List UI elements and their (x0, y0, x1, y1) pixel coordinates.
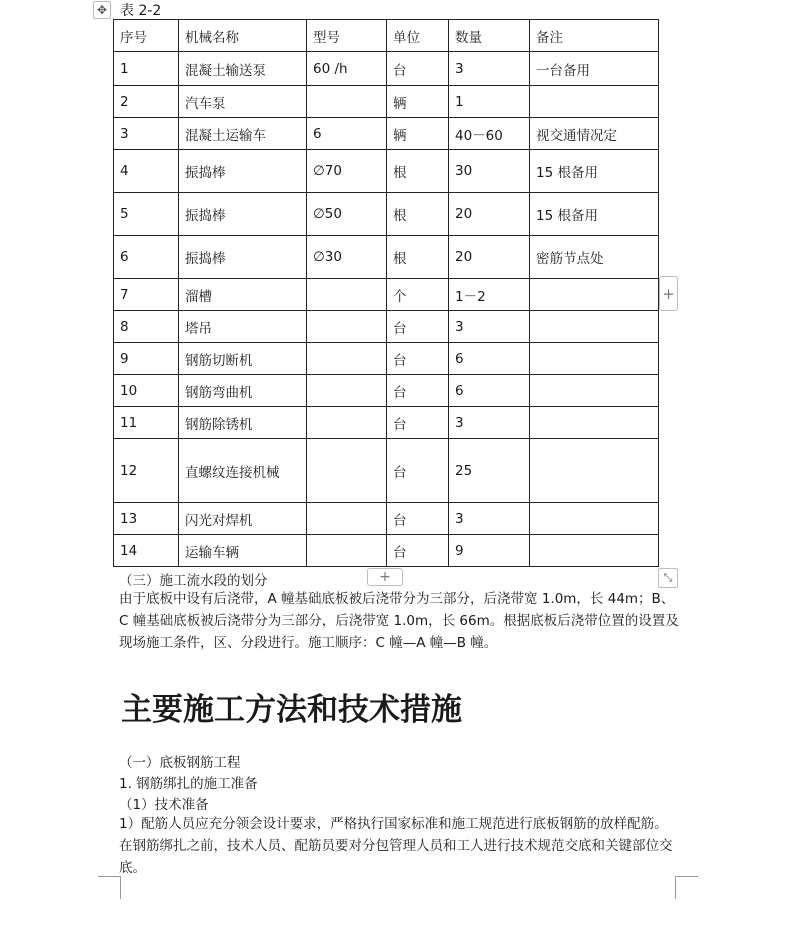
table-cell: 1 (449, 86, 530, 118)
table-cell: 密筋节点处 (530, 236, 659, 279)
table-cell: 视交通情况定 (530, 118, 659, 150)
table-cell (307, 86, 387, 118)
table-cell: 振捣棒 (179, 150, 307, 193)
table-row (114, 439, 659, 503)
table-cell: 台 (387, 375, 449, 407)
table-cell: 台 (387, 311, 449, 343)
table-cell: 根 (387, 193, 449, 236)
table-cell (307, 503, 387, 535)
table-row (114, 118, 659, 150)
table-cell (307, 407, 387, 439)
table-cell: 9 (114, 343, 179, 375)
table-cell (530, 439, 659, 503)
table-cell: 台 (387, 535, 449, 567)
table-cell (530, 375, 659, 407)
table-cell: 6 (449, 343, 530, 375)
section-rebar-title: （一）底板钢筋工程 (119, 755, 241, 771)
table-cell (530, 343, 659, 375)
table-cell (530, 86, 659, 118)
table-row (114, 535, 659, 567)
table-row (114, 375, 659, 407)
table-cell: ∅50 (307, 193, 387, 236)
table-cell: 30 (449, 150, 530, 193)
table-cell (530, 535, 659, 567)
table-cell: 15 根备用 (530, 150, 659, 193)
table-cell: ∅30 (307, 236, 387, 279)
table-cell: 40－60 (449, 118, 530, 150)
table-cell: 闪光对焊机 (179, 503, 307, 535)
table-row (114, 150, 659, 193)
page-corner-mark-right (675, 876, 698, 899)
table-cell: 8 (114, 311, 179, 343)
table-cell: 3 (114, 118, 179, 150)
table-cell: 根 (387, 150, 449, 193)
table-cell: 3 (449, 503, 530, 535)
table-cell: 13 (114, 503, 179, 535)
section-flow-title: （三）施工流水段的划分 (119, 573, 268, 589)
table-cell: 台 (387, 343, 449, 375)
table-cell: 14 (114, 535, 179, 567)
add-column-button[interactable]: + (659, 276, 678, 311)
table-cell: 11 (114, 407, 179, 439)
table-row (114, 52, 659, 86)
table-cell (530, 503, 659, 535)
table-header-cell: 备注 (530, 20, 659, 52)
table-cell: 台 (387, 407, 449, 439)
table-cell: 4 (114, 150, 179, 193)
table-cell: 汽车泵 (179, 86, 307, 118)
table-row (114, 407, 659, 439)
table-cell: 10 (114, 375, 179, 407)
table-cell (530, 311, 659, 343)
table-cell: 个 (387, 279, 449, 311)
table-cell: 2 (114, 86, 179, 118)
table-cell: 混凝土输送泵 (179, 52, 307, 86)
table-row (114, 86, 659, 118)
table-cell (307, 535, 387, 567)
table-cell: 台 (387, 439, 449, 503)
table-cell (530, 407, 659, 439)
table-cell: 20 (449, 236, 530, 279)
table-cell: 3 (449, 407, 530, 439)
table-header-cell: 型号 (307, 20, 387, 52)
table-cell: 9 (449, 535, 530, 567)
section-rebar-body: 1）配筋人员应充分领会设计要求，严格执行国家标准和施工规范进行底板钢筋的放样配筋。在钢筋绑扎之前，技术人员、配筋员要对分包管理人员和工人进行技术规范交底和关键部位交底。 (119, 816, 673, 876)
table-cell: 6 (449, 375, 530, 407)
table-cell: 15 根备用 (530, 193, 659, 236)
table-cell: 3 (449, 52, 530, 86)
table-cell: 运输车辆 (179, 535, 307, 567)
table-row (114, 193, 659, 236)
section-rebar-sub1: 1. 钢筋绑扎的施工准备 (119, 776, 258, 792)
table-cell (307, 343, 387, 375)
section-rebar-sub2: （1）技术准备 (119, 797, 209, 813)
table-row (114, 279, 659, 311)
table-cell: 振捣棒 (179, 193, 307, 236)
table-cell: 钢筋除锈机 (179, 407, 307, 439)
table-cell: 3 (449, 311, 530, 343)
table-header-cell: 机械名称 (179, 20, 307, 52)
table-header-cell: 序号 (114, 20, 179, 52)
table-cell: 根 (387, 236, 449, 279)
chapter-heading: 主要施工方法和技术措施 (121, 692, 462, 728)
table-cell (530, 279, 659, 311)
table-row (114, 503, 659, 535)
table-cell: 一台备用 (530, 52, 659, 86)
table-cell: 6 (307, 118, 387, 150)
table-cell: ∅70 (307, 150, 387, 193)
table-cell (307, 279, 387, 311)
table-move-icon[interactable]: ✥ (93, 1, 111, 19)
table-cell: 台 (387, 52, 449, 86)
table-cell: 直螺纹连接机械 (179, 439, 307, 503)
table-cell: 辆 (387, 118, 449, 150)
table-header-row (114, 20, 659, 52)
table-cell (307, 439, 387, 503)
table-cell (307, 311, 387, 343)
section-flow-body: 由于底板中设有后浇带，A 幢基础底板被后浇带分为三部分，后浇带宽 1.0m，长 44m；B、C 幢基础底板被后浇带分为三部分，后浇带宽 1.0m，长 66m。根据底板后浇带位置的设置及现场施工条件，区、分段进行。施工顺序：C 幢—A 幢—B 幢。 (119, 591, 679, 651)
table-caption: 表 2-2 (120, 3, 162, 19)
table-cell (307, 375, 387, 407)
table-cell: 溜槽 (179, 279, 307, 311)
table-row (114, 343, 659, 375)
table-header-cell: 数量 (449, 20, 530, 52)
table-cell: 台 (387, 503, 449, 535)
table-row (114, 311, 659, 343)
add-row-button[interactable]: + (367, 568, 403, 586)
table-cell: 25 (449, 439, 530, 503)
table-cell: 混凝土运输车 (179, 118, 307, 150)
table-cell: 1 (114, 52, 179, 86)
table-cell: 振捣棒 (179, 236, 307, 279)
page-corner-mark-left (98, 876, 121, 899)
table-cell: 6 (114, 236, 179, 279)
table-cell: 塔吊 (179, 311, 307, 343)
table-cell: 7 (114, 279, 179, 311)
table-cell: 5 (114, 193, 179, 236)
table-cell: 12 (114, 439, 179, 503)
table-cell: 钢筋切断机 (179, 343, 307, 375)
table-header-cell: 单位 (387, 20, 449, 52)
table-resize-icon[interactable]: ⤡ (658, 568, 678, 588)
table-cell: 20 (449, 193, 530, 236)
equipment-table (113, 19, 659, 567)
table-cell: 60 /h (307, 52, 387, 86)
table-cell: 辆 (387, 86, 449, 118)
table-row (114, 236, 659, 279)
table-cell: 1－2 (449, 279, 530, 311)
table-cell: 钢筋弯曲机 (179, 375, 307, 407)
